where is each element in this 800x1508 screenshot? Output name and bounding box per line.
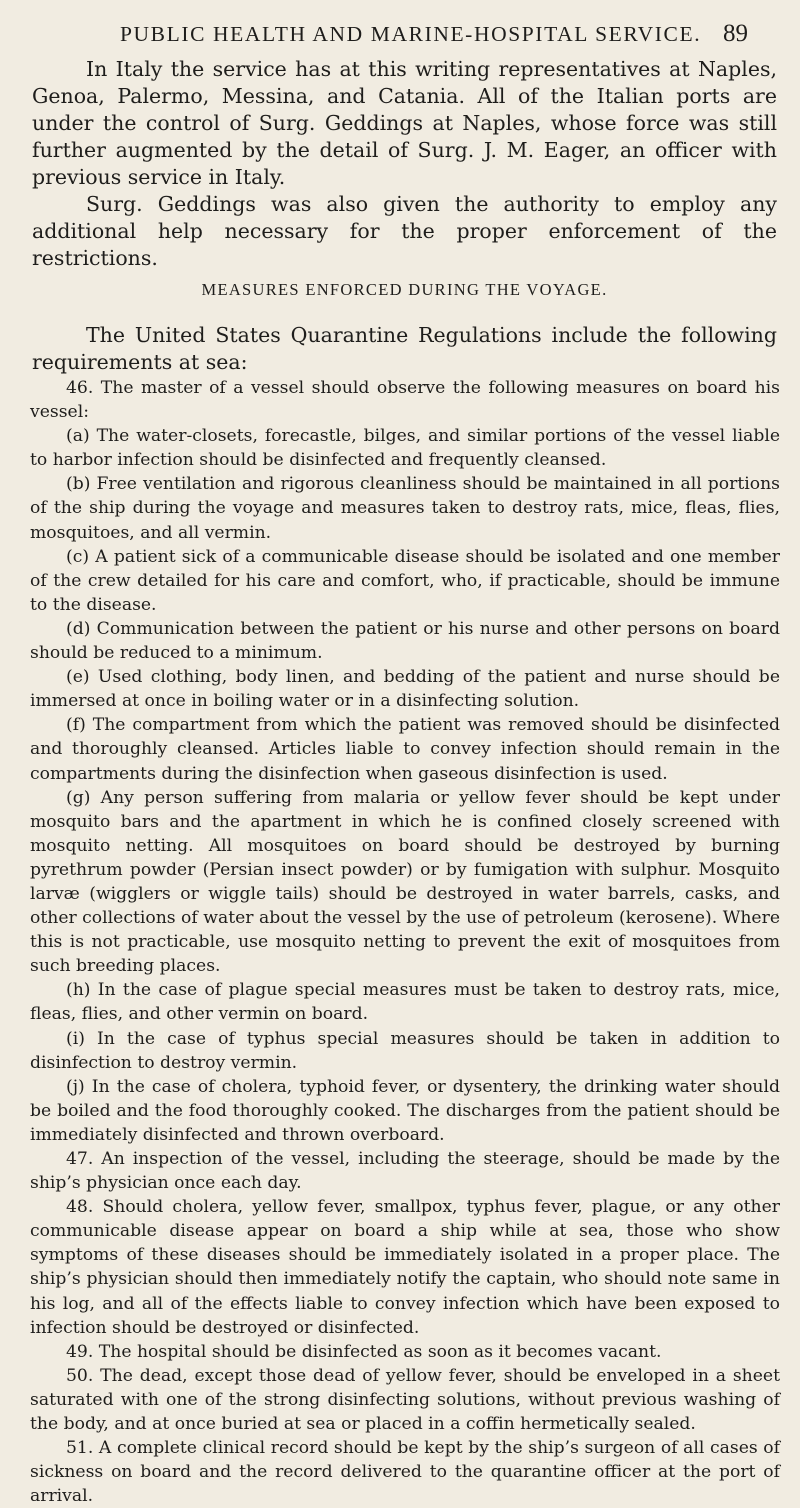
- rule-49: 49. The hospital should be disinfected as soon as it becomes vacant.: [66, 1341, 662, 1362]
- rule-50: 50. The dead, except those dead of yellow fever, should be enveloped in a sheet saturated with one of the strong disinfecting solutions, without previous washing of the body, and at once buried at sea or placed in a coffin hermetically sealed.: [30, 1365, 780, 1435]
- page-number: 89: [723, 20, 748, 47]
- rule-46-j: (j) In the case of cholera, typhoid fever, or dysentery, the drinking water should be boiled and the food thoroughly cooked. The discharges from the patient should be immediately disinfected and thrown overboard.: [30, 1076, 780, 1145]
- intro-section: [32, 56, 777, 272]
- rule-46-g: (g) Any person suffering from malaria or yellow fever should be kept under mosquito bars and the apartment in which he is confined closely screened with mosquito netting. All mosquitoes on board should be destroyed by burning pyrethrum powder (Persian insect powder) or by fumigation with sulphur. Mosquito larvæ (wigglers or wiggle tails) should be destroyed in water barrels, casks, and other collections of water about the vessel by the use of petroleum (kerosene). Where this is not practicable, use mosquito netting to prevent the exit of mosquitoes from such breeding places.: [30, 787, 780, 977]
- intro-paragraph: In Italy the service has at this writing representatives at Naples, Genoa, Palermo, Messina, and Catania. All of the Italian ports are under the control of Surg. Geddings at Naples, whose force was still further augmented by the detail of Surg. J. M. Eager, an officer with previous service in Italy.: [32, 57, 777, 189]
- regulations-list: [30, 376, 780, 1508]
- lead-section: [32, 322, 777, 376]
- rule-46-c: (c) A patient sick of a communicable disease should be isolated and one member of the crew detailed for his care and comfort, who, if practicable, should be immune to the disease.: [30, 546, 780, 615]
- section-heading: MEASURES ENFORCED DURING THE VOYAGE.: [201, 280, 608, 299]
- rule-46-f: (f) The compartment from which the patient was removed should be disinfected and thoroughly cleansed. Articles liable to convey infection should remain in the compartments during the disinfection when gaseous disinfection is used.: [30, 715, 780, 784]
- rule-46-b: (b) Free ventilation and rigorous cleanliness should be maintained in all portions of the ship during the voyage and measures taken to destroy rats, mice, fleas, flies, mosquitoes, and all vermin.: [30, 474, 780, 543]
- rule-46-e: (e) Used clothing, body linen, and bedding of the patient and nurse should be immersed at once in boiling water or in a disinfecting solution.: [30, 667, 780, 712]
- rule-46-a: (a) The water-closets, forecastle, bilges, and similar portions of the vessel liable to harbor infection should be disinfected and frequently cleansed.: [30, 426, 780, 471]
- rule-46-i: (i) In the case of typhus special measures should be taken in addition to disinfection to destroy vermin.: [30, 1028, 780, 1073]
- rule-51: 51. A complete clinical record should be kept by the ship’s surgeon of all cases of sickness on board and the record delivered to the quarantine officer at the port of arrival.: [30, 1438, 780, 1507]
- rule-46: 46. The master of a vessel should observe the following measures on board his vessel:: [30, 378, 780, 423]
- rule-46-h: (h) In the case of plague special measures must be taken to destroy rats, mice, fleas, flies, and other vermin on board.: [30, 980, 780, 1025]
- running-head: PUBLIC HEALTH AND MARINE-HOSPITAL SERVICE.: [120, 22, 702, 46]
- lead-paragraph: The United States Quarantine Regulations include the following requirements at sea:: [32, 323, 777, 374]
- rule-47: 47. An inspection of the vessel, including the steerage, should be made by the ship’s physician once each day.: [30, 1149, 780, 1194]
- rule-48: 48. Should cholera, yellow fever, smallpox, typhus fever, plague, or any other communicable disease appear on board a ship while at sea, those who show symptoms of these diseases should be immediately isolated in a proper place. The ship’s physician should then immediately notify the captain, who should note same in his log, and all of the effects liable to convey infection which have been exposed to infection should be destroyed or disinfected.: [30, 1197, 780, 1338]
- rule-46-d: (d) Communication between the patient or his nurse and other persons on board should be reduced to a minimum.: [30, 618, 780, 664]
- intro-paragraph: Surg. Geddings was also given the authority to employ any additional help necessary for the proper enforcement of the restrictions.: [32, 192, 777, 270]
